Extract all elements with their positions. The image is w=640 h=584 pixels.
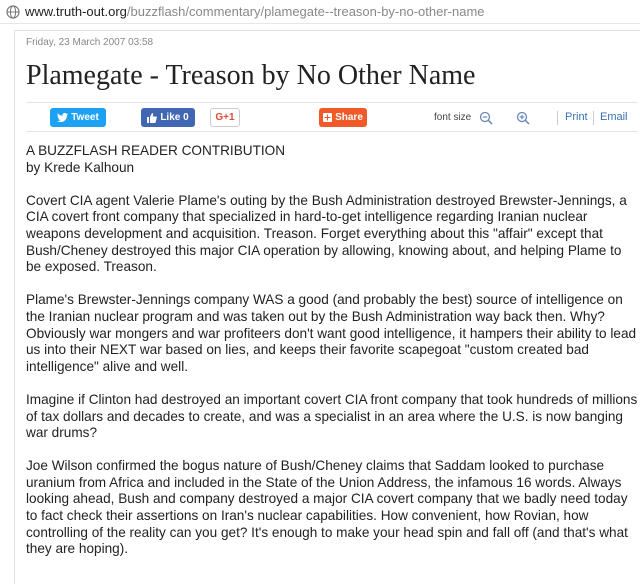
byline-author: by Krede Kalhoun xyxy=(26,159,135,175)
zoom-in-icon[interactable] xyxy=(516,111,530,125)
byline-source: A BUZZFLASH READER CONTRIBUTION xyxy=(26,143,286,158)
share-label: Share xyxy=(335,112,363,123)
article-title: Plamegate - Treason by No Other Name xyxy=(26,60,476,91)
thumbs-up-icon xyxy=(147,113,157,123)
globe-icon xyxy=(6,5,20,19)
article-paragraph: Joe Wilson confirmed the bogus nature of Bush/Cheney claims that Saddam looked to purchase uranium from Africa and included in the State of the Union Address, the infamous 16 words. Always looking ahead, Bush and company destroyed a major CIA covert company that we badly need today to fact check their assertions on Iran's nuclear capabilities. How convenient, how Rovian, how controlling of the reality can you get? It's enough to make your head spin and fall off (and that's what they are hoping). xyxy=(26,458,628,557)
article-paragraph: Plame's Brewster-Jennings company WAS a good (and probably the best) source of intelligence on the Iranian nuclear program and was taken out by the Bush Administration way back then. Why? Obviously war mongers and war profiteers don't want good intelligence, it hampers their ability to lead us into their NEXT war based on lies, and keeps their favorite scapegoat "custom created bad intelligence" alive and well. xyxy=(26,292,637,374)
tweet-label: Tweet xyxy=(71,112,99,123)
article-paragraph: Imagine if Clinton had destroyed an important covert CIA front company that took hundreds of millions of tax dollars and decades to create, and was a specialist in an area where the U.S. is now banging war drums? xyxy=(26,391,638,441)
article-paragraph: Covert CIA agent Valerie Plame's outing by the Bush Administration destroyed Brewster-Jennings, a CIA covert front company that specialized in hard-to-get intelligence regarding Iranian nuclear weapons development and acquisition. Treason. Forget everything about this "affair" except that Bush/Cheney destroyed this major CIA operation by allowing, knowing about, and helping Plame to be exposed. Treason. xyxy=(26,192,627,275)
facebook-like-button[interactable] xyxy=(141,108,195,127)
byline xyxy=(26,143,638,176)
font-size-label: font size xyxy=(434,112,472,123)
address-bar[interactable] xyxy=(0,0,640,24)
google-plus-button[interactable] xyxy=(210,108,240,127)
url-host: www.truth-out.org xyxy=(25,4,127,19)
share-toolbar xyxy=(26,102,638,132)
article-date: Friday, 23 March 2007 03:58 xyxy=(26,37,154,48)
tweet-button[interactable] xyxy=(50,108,106,127)
toolbar-divider xyxy=(557,111,558,125)
email-link[interactable]: Email xyxy=(600,111,628,123)
gplus-label: G+1 xyxy=(215,112,235,123)
article-body xyxy=(26,143,638,574)
share-button[interactable] xyxy=(319,108,367,127)
print-link[interactable]: Print xyxy=(565,111,588,123)
like-label: Like 0 xyxy=(160,112,189,123)
zoom-out-icon[interactable] xyxy=(479,111,493,125)
url-path: /buzzflash/commentary/plamegate--treason-by-no-other-name xyxy=(126,4,485,19)
twitter-bird-icon xyxy=(57,113,68,122)
toolbar-divider xyxy=(593,111,594,125)
plus-icon xyxy=(323,113,332,122)
